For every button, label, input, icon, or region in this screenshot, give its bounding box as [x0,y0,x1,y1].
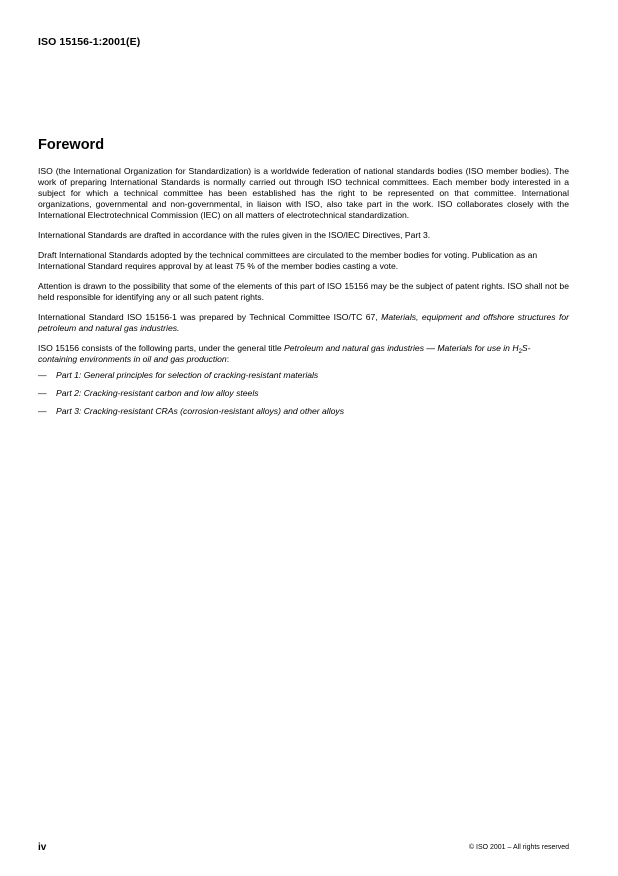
parts-intro-text: ISO 15156 consists of the following parts, under the general title [38,343,285,353]
paragraph-directives: International Standards are drafted in accordance with the rules given in the ISO/IEC Directives, Part 3. [38,230,431,240]
paragraph-voting: Draft International Standards adopted by the technical committees are circulated to the member bodies for voting. Publication as an International Standard requires approval by at least 75 % of the member bodies casting a vote. [38,250,538,271]
paragraph-parts-intro [38,343,569,365]
list-item [38,406,569,417]
foreword-body [38,166,569,424]
section-title: Foreword [38,137,105,153]
general-title-part-b: S-containing environments in oil and gas production [38,343,531,364]
paragraph-patent-rights: Attention is drawn to the possibility that some of the elements of this part of ISO 15156 may be the subject of patent rights. ISO shall not be held responsible for identifying any or all such patent rights. [38,281,569,302]
list-dash: — [38,370,47,380]
part-3-title: Part 3: Cracking-resistant CRAs (corrosion-resistant alloys) and other alloys [56,406,344,416]
parts-list [38,370,569,417]
tc-title: Materials, equipment and offshore structures for petroleum and natural gas industries. [38,312,570,333]
parts-intro-colon: : [226,354,230,364]
list-dash: — [38,406,47,416]
part-1-title: Part 1: General principles for selection of cracking-resistant materials [56,370,319,380]
general-title-part-a: Petroleum and natural gas industries — Materials for use in H [284,343,519,353]
list-dash: — [38,388,47,398]
list-item [38,370,569,381]
copyright-notice: © ISO 2001 – All rights reserved [468,844,569,851]
page-number: iv [38,842,47,853]
tc-text: International Standard ISO 15156-1 was prepared by Technical Committee ISO/TC 67, [38,312,382,322]
document-id-header: ISO 15156-1:2001(E) [38,36,141,48]
part-2-title: Part 2: Cracking-resistant carbon and low alloy steels [56,388,259,398]
subscript-2: 2 [518,349,522,355]
paragraph-technical-committee [38,312,569,334]
list-item [38,388,569,399]
paragraph-iso-organization: ISO (the International Organization for Standardization) is a worldwide federation of national standards bodies (ISO member bodies). The work of preparing International Standards is normally carried out through ISO technical committees. Each member body interested in a subject for which a technical committee has been established has the right to be represented on that committee. International organizations, governmental and non-governmental, in liaison with ISO, also take part in the work. ISO collaborates closely with the International Electrotechnical Commission (IEC) on all matters of electrotechnical standardization. [38,166,569,220]
